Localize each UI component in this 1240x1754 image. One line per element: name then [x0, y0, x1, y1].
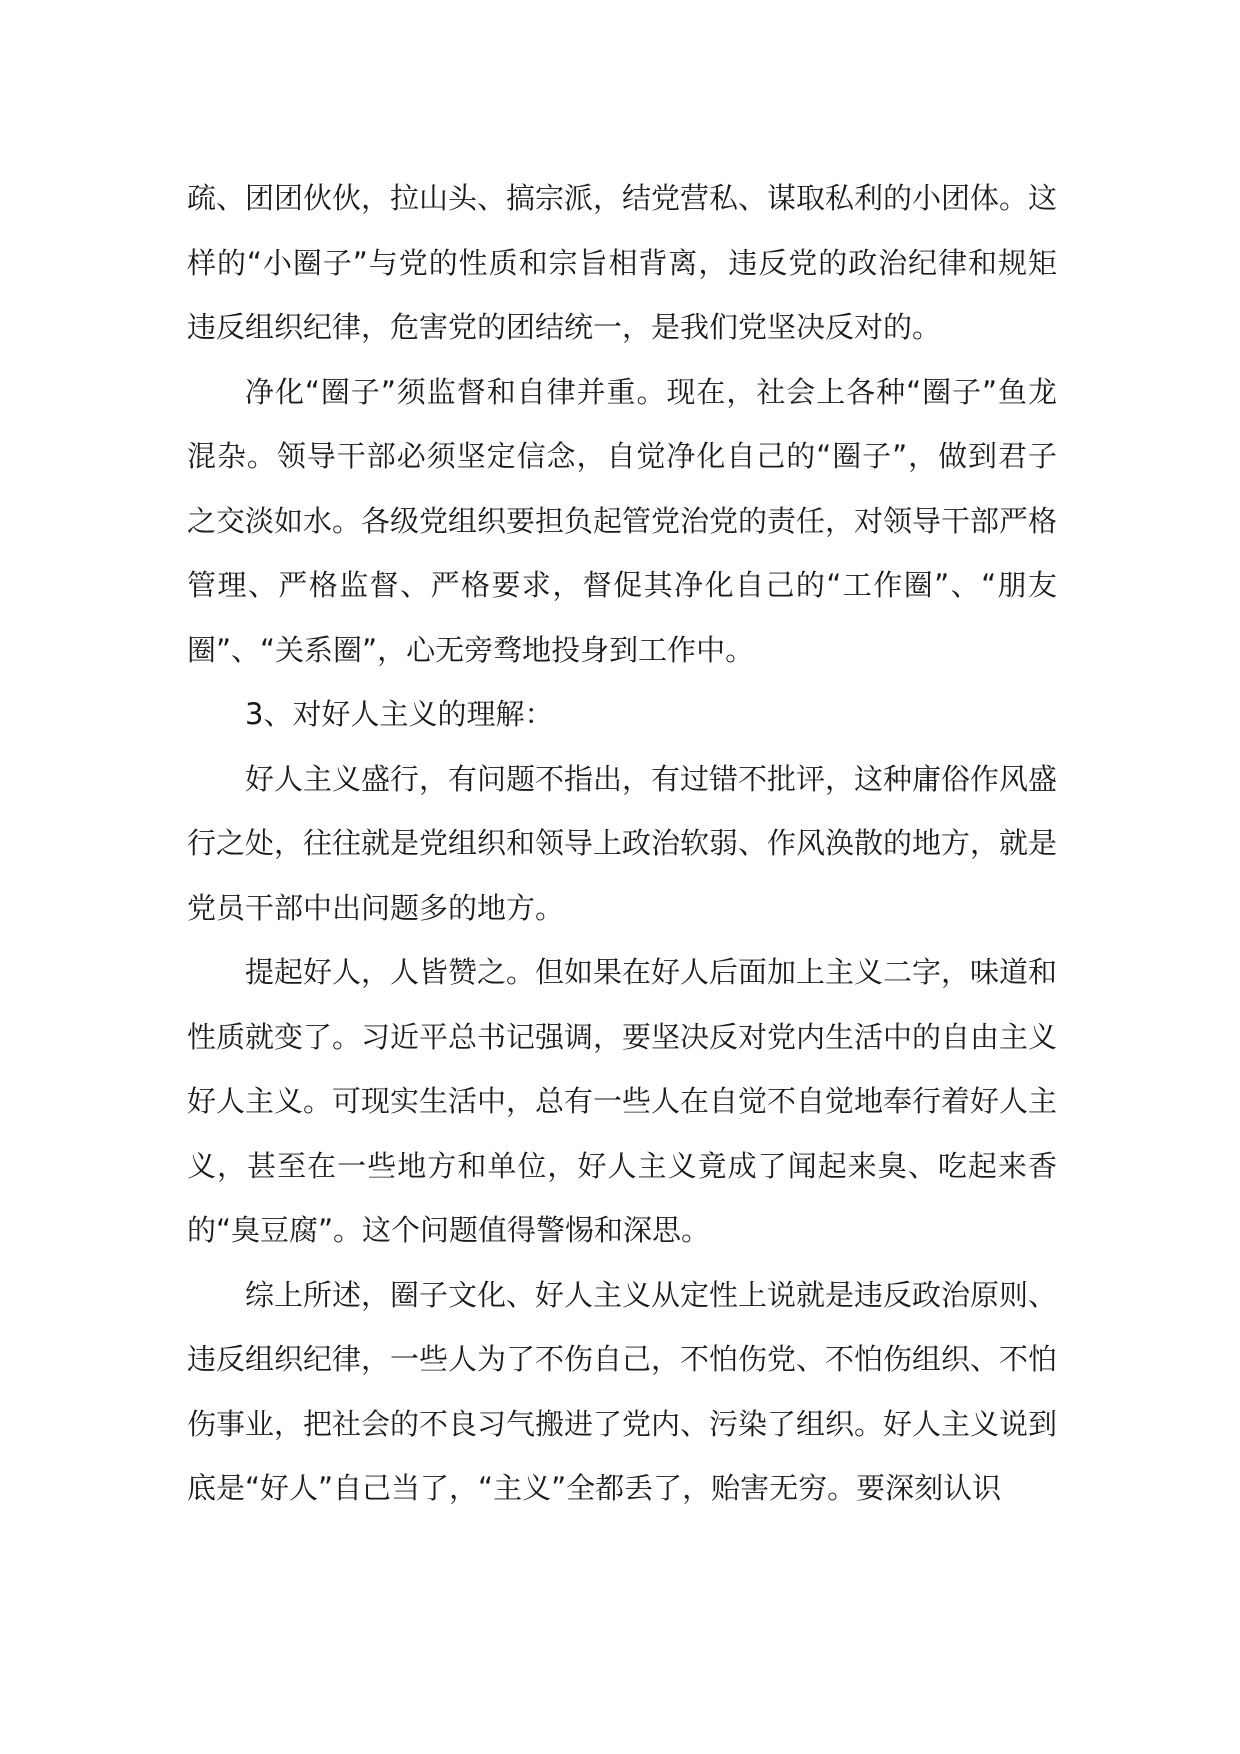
paragraph-good-person-ism-prevalence: 好人主义盛行，有问题不指出，有过错不批评，这种庸俗作风盛行之处，往往就是党组织和领导上政治软弱、作风涣散的地方，就是党员干部中出问题多的地方。 — [187, 761, 1058, 925]
paragraph-small-circle-definition: 疏、团团伙伙，拉山头、搞宗派，结党营私、谋取私利的小团体。这样的“小圈子”与党的性质和宗旨相背离，违反党的政治纪律和规矩违反组织纪律，危害党的团结统一，是我们党坚决反对的。 — [187, 181, 1058, 344]
document-body — [187, 166, 1057, 1521]
paragraph-purify-circles: 净化“圈子”须监督和自律并重。现在，社会上各种“圈子”鱼龙混杂。领导干部必须坚定信念，自觉净化自己的“圈子”，做到君子之交淡如水。各级党组织要担负起管党治党的责任，对领导干部严格管理、严格监督、严格要求，督促其净化自己的“工作圈”、“朋友圈”、“关系圈”，心无旁骛地投身到工作中。 — [187, 374, 1058, 667]
paragraph-good-person-ism-criticism: 提起好人，人皆赞之。但如果在好人后面加上主义二字，味道和性质就变了。习近平总书记强调，要坚决反对党内生活中的自由主义好人主义。可现实生活中，总有一些人在自觉不自觉地奉行着好人主义，甚至在一些地方和单位，好人主义竟成了闻起来臭、吃起来香的“臭豆腐”。这个问题值得警惕和深思。 — [187, 955, 1058, 1247]
section-heading-good-person-ism: 3、对好人主义的理解： — [245, 697, 554, 731]
paragraph-conclusion: 综上所述，圈子文化、好人主义从定性上说就是违反政治原则、违反组织纪律，一些人为了不伤自己，不怕伤党、不怕伤组织、不怕伤事业，把社会的不良习气搬进了党内、污染了组织。好人主义说到底是“好人”自己当了，“主义”全都丢了，贻害无穷。要深刻认识 — [187, 1277, 1058, 1505]
